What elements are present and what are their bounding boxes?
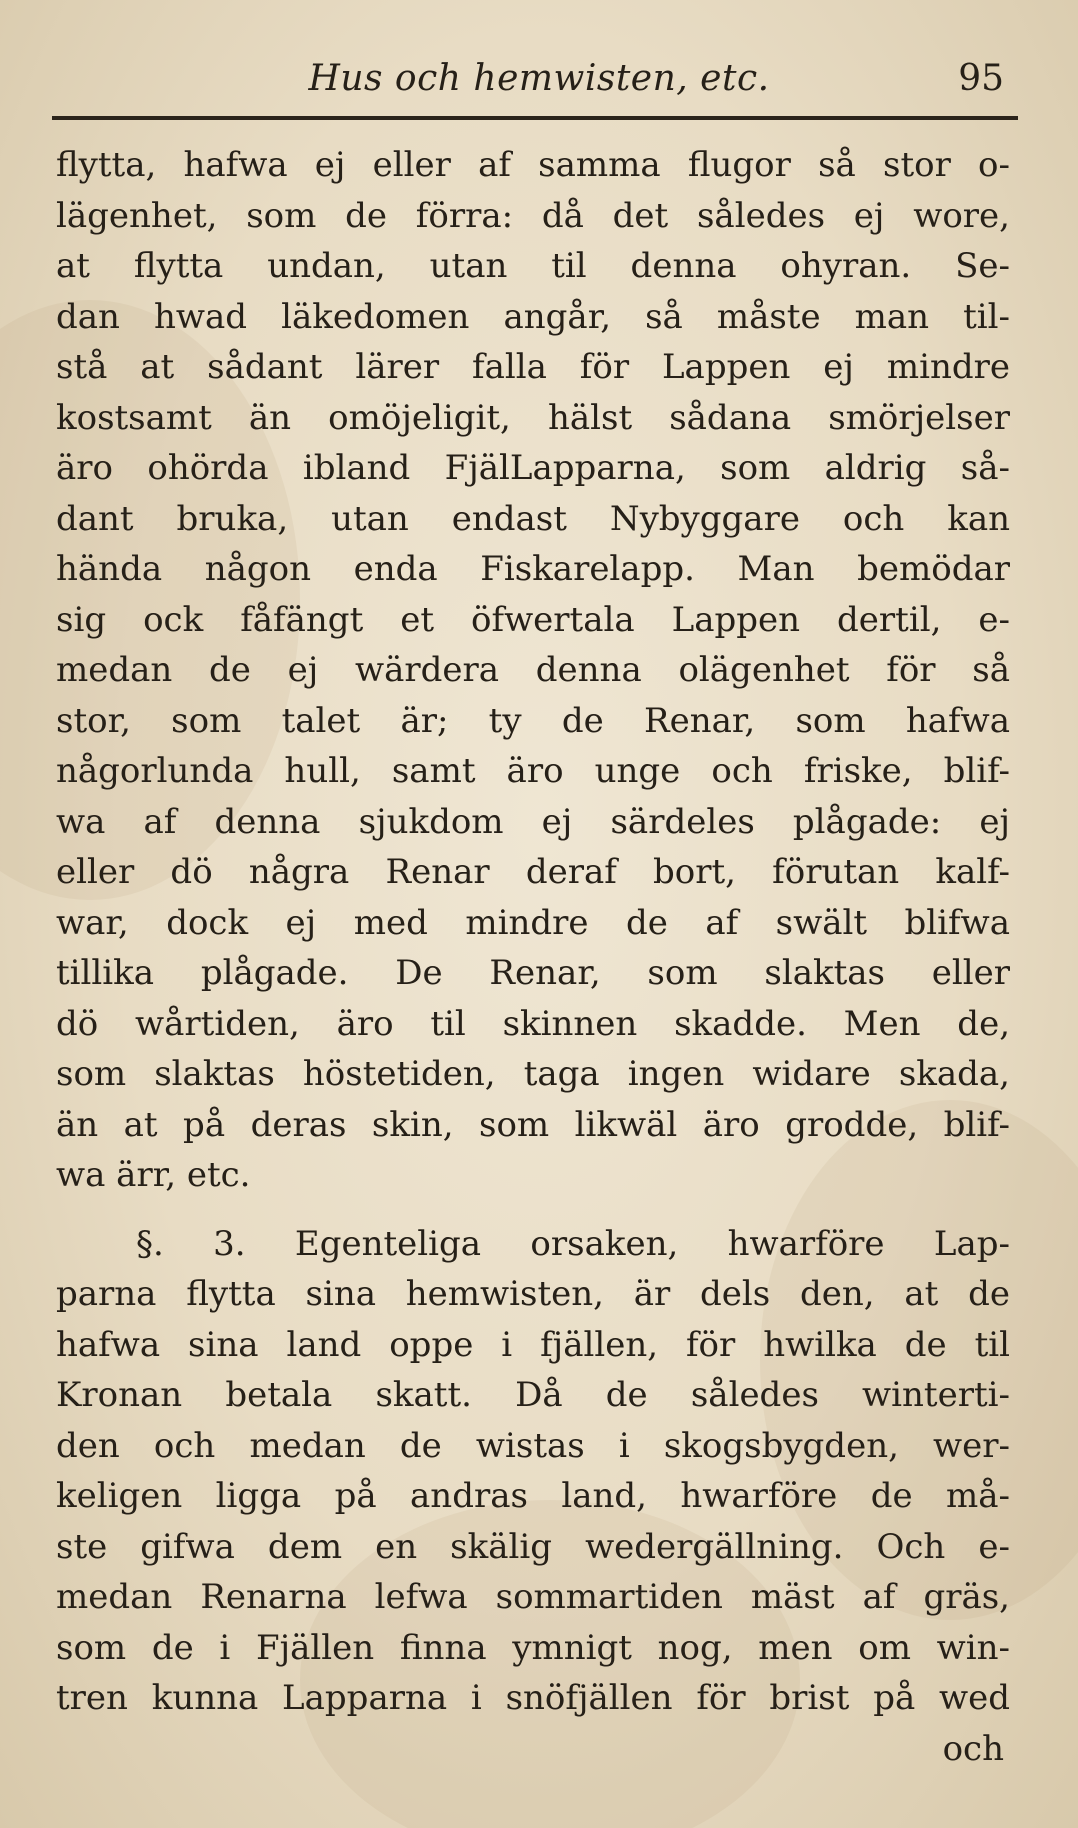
text-line: ste gifwa dem en skälig wedergällning. Och e- [56,1526,1010,1567]
text-line: parna flytta sina hemwisten, är dels den, at de [56,1274,1010,1314]
paragraph-1 [56,140,1010,1201]
text-line: den och medan de wistas i skogsbygden, wer- [56,1425,1010,1466]
running-title: Hus och hemwisten, etc. [308,58,770,99]
text-line: hända någon enda Fiskarelapp. Man bemödar [56,549,1010,589]
paragraph-gap [56,1201,1010,1219]
text-line: stor, som talet är; ty de Renar, som hafwa [56,700,1010,741]
text-line: hafwa sina land oppe i fjällen, för hwilka de til [56,1324,1010,1365]
text-line: Kronan betala skatt. Då de således winterti- [56,1375,1010,1415]
text-line: kostsamt än omöjeligit, hälst sådana smörjelser [56,397,1010,438]
text-line: dö wårtiden, äro til skinnen skadde. Men de, [56,1003,1010,1044]
text-line: tren kunna Lapparna i snöfjällen för brist på wed [56,1678,1010,1718]
text-line: medan Renarna lefwa sommartiden mäst af gräs, [56,1577,1010,1617]
text-line: som slaktas höstetiden, taga ingen widare skada, [56,1054,1010,1094]
text-line: sig ock fåfängt et öfwertala Lappen dertil, e- [56,599,1010,640]
text-line: dan hwad läkedomen angår, så måste man til- [56,296,1010,337]
text-line: at flytta undan, utan til denna ohyran. Se- [56,246,1010,286]
page-number: 95 [958,58,1004,99]
header-rule [52,116,1018,120]
text-line: flytta, hafwa ej eller af samma flugor så stor o- [56,145,1010,185]
text-line: wa af denna sjukdom ej särdeles plågade: ej [56,801,1010,842]
text-line: som de i Fjällen finna ymnigt nog, men om win- [56,1627,1010,1668]
text-line: war, dock ej med mindre de af swält blifwa [56,902,1010,943]
text-line: wa ärr, etc. [56,1155,251,1195]
text-line: eller dö några Renar deraf bort, förutan kalf- [56,852,1010,892]
text-line: äro ohörda ibland FjälLapparna, som aldrig så- [56,448,1010,488]
section-heading-line: §. 3. Egenteliga orsaken, hwarföre Lap- [136,1223,1010,1264]
text-line: lägenhet, som de förra: då det således ej wore, [56,195,1010,236]
text-line: stå at sådant lärer falla för Lappen ej mindre [56,347,1010,387]
text-line: än at på deras skin, som likwäl äro grodde, blif- [56,1104,1010,1145]
paragraph-2 [56,1219,1010,1724]
text-line: dant bruka, utan endast Nybyggare och kan [56,498,1010,539]
text-line: någorlunda hull, samt äro unge och friske, blif- [56,751,1010,791]
text-line: keligen ligga på andras land, hwarföre de må- [56,1476,1010,1516]
text-line: medan de ej wärdera denna olägenhet för så [56,650,1010,690]
catchword: och [942,1728,1004,1769]
text-line: tillika plågade. De Renar, som slaktas eller [56,953,1010,993]
page-header [56,52,1022,112]
body-text [56,140,1010,1774]
